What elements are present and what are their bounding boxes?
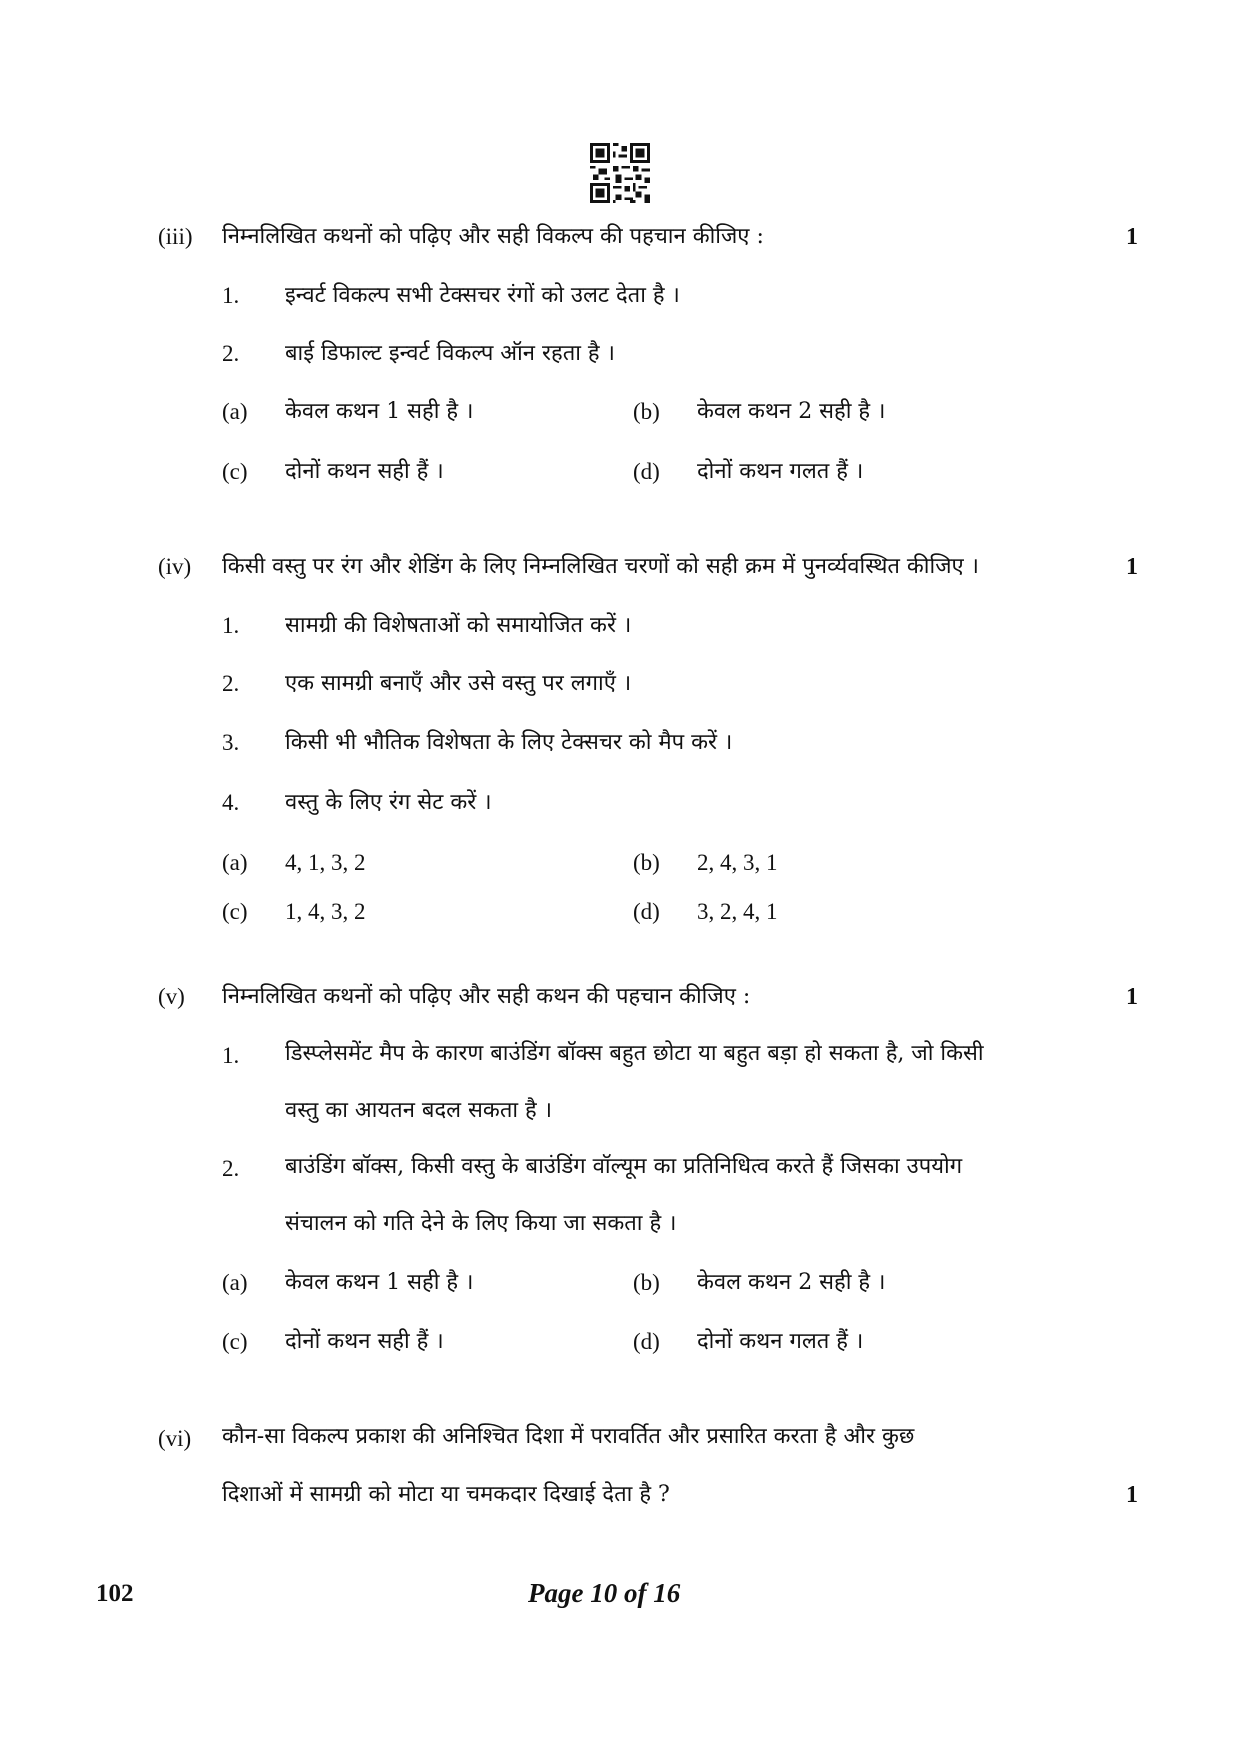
qr-code	[590, 143, 650, 203]
option-label: (c)	[222, 899, 248, 924]
option-text: दोनों कथन सही हैं ।	[285, 1329, 444, 1354]
option-label: (a)	[222, 1270, 248, 1295]
statement-text-line: बाउंडिंग बॉक्स, किसी वस्तु के बाउंडिंग वॉल्यूम का प्रतिनिधित्व करते हैं जिसका उपयोग	[285, 1154, 963, 1179]
option-label: (b)	[633, 399, 660, 424]
question-marks: 1	[1126, 1482, 1138, 1508]
statement-text: इन्वर्ट विकल्प सभी टेक्सचर रंगों को उलट देता है ।	[285, 283, 680, 308]
question-number: (vi)	[158, 1426, 192, 1451]
option-text: 3, 2, 4, 1	[697, 899, 778, 924]
option-text: केवल कथन 2 सही है ।	[697, 399, 886, 424]
statement-text: एक सामग्री बनाएँ और उसे वस्तु पर लगाएँ ।	[285, 671, 632, 696]
statement-number: 3.	[222, 730, 240, 755]
statement-text-line: वस्तु का आयतन बदल सकता है ।	[285, 1098, 553, 1123]
option-text: दोनों कथन सही हैं ।	[285, 459, 444, 484]
question-marks: 1	[1126, 554, 1138, 580]
statement-text: सामग्री की विशेषताओं को समायोजित करें ।	[285, 613, 632, 638]
option-text: दोनों कथन गलत हैं ।	[697, 1329, 864, 1354]
option-text: केवल कथन 2 सही है ।	[697, 1270, 886, 1295]
question-stem-line: कौन-सा विकल्प प्रकाश की अनिश्चित दिशा में परावर्तित और प्रसारित करता है और कुछ	[222, 1424, 915, 1449]
option-label: (d)	[633, 1329, 660, 1354]
statement-text: किसी भी भौतिक विशेषता के लिए टेक्सचर को मैप करें ।	[285, 730, 733, 755]
statement-text: वस्तु के लिए रंग सेट करें ।	[285, 790, 492, 815]
statement-text-line: डिस्प्लेसमेंट मैप के कारण बाउंडिंग बॉक्स बहुत छोटा या बहुत बड़ा हो सकता है, जो किसी	[285, 1041, 984, 1066]
option-text: दोनों कथन गलत हैं ।	[697, 459, 864, 484]
question-stem: किसी वस्तु पर रंग और शेडिंग के लिए निम्नलिखित चरणों को सही क्रम में पुनर्व्यवस्थित कीजिए ।	[222, 554, 980, 579]
statement-number: 2.	[222, 1156, 240, 1181]
statement-text: बाई डिफाल्ट इन्वर्ट विकल्प ऑन रहता है ।	[285, 341, 615, 366]
paper-code: 102	[96, 1580, 134, 1607]
option-label: (a)	[222, 850, 248, 875]
question-number: (v)	[158, 984, 185, 1009]
page-number: Page 10 of 16	[528, 1578, 681, 1608]
statement-text-line: संचालन को गति देने के लिए किया जा सकता है ।	[285, 1211, 677, 1236]
question-stem-line: दिशाओं में सामग्री को मोटा या चमकदार दिखाई देता है ?	[222, 1482, 670, 1507]
option-label: (c)	[222, 1329, 248, 1354]
statement-number: 1.	[222, 1043, 240, 1068]
option-label: (a)	[222, 399, 248, 424]
question-marks: 1	[1126, 984, 1138, 1010]
option-text: केवल कथन 1 सही है ।	[285, 1270, 474, 1295]
question-marks: 1	[1126, 224, 1138, 250]
question-number: (iv)	[158, 554, 192, 579]
statement-number: 4.	[222, 790, 240, 815]
option-label: (c)	[222, 459, 248, 484]
option-label: (d)	[633, 459, 660, 484]
question-number: (iii)	[158, 224, 193, 249]
statement-number: 1.	[222, 283, 240, 308]
option-text: 1, 4, 3, 2	[285, 899, 366, 924]
question-stem: निम्नलिखित कथनों को पढ़िए और सही कथन की पहचान कीजिए :	[222, 984, 751, 1009]
option-label: (b)	[633, 850, 660, 875]
option-text: 4, 1, 3, 2	[285, 850, 366, 875]
statement-number: 2.	[222, 341, 240, 366]
question-stem: निम्नलिखित कथनों को पढ़िए और सही विकल्प की पहचान कीजिए :	[222, 224, 764, 249]
option-text: केवल कथन 1 सही है ।	[285, 399, 474, 424]
statement-number: 2.	[222, 671, 240, 696]
option-label: (b)	[633, 1270, 660, 1295]
option-text: 2, 4, 3, 1	[697, 850, 778, 875]
option-label: (d)	[633, 899, 660, 924]
statement-number: 1.	[222, 613, 240, 638]
